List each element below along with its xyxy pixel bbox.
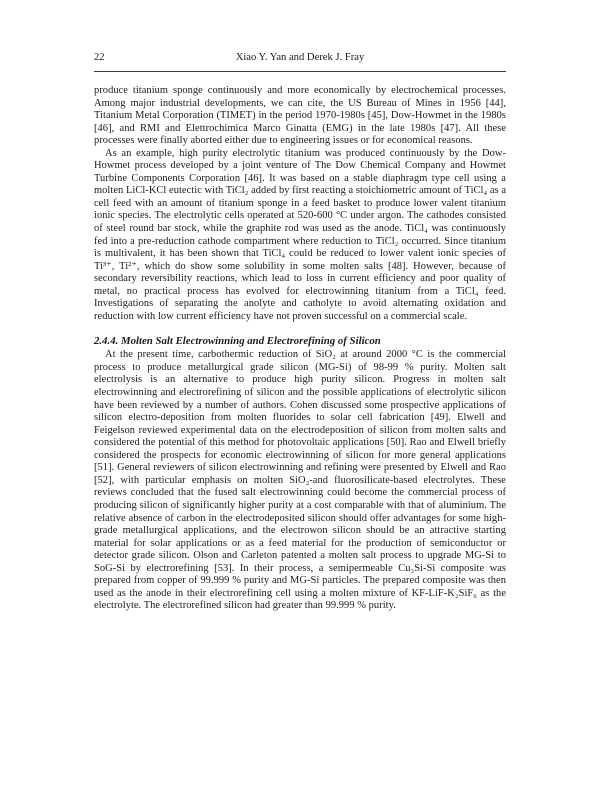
paragraph-titanium-industrial-history: produce titanium sponge continuously and more economically by electrochemical processes. Among major industrial developments, we can cite, the US Bureau of Mines in 1956 [44], Titanium Metal Corporation (TIMET) in the period 1970-1980s [45], Dow-Howmet in the 1980s [46], and RMI and Elettrochimica Marco Ginatta (EMG) in the late 1980s [47]. All these processes were finally aborted either due to engineering issues or for economical reasons.	[94, 85, 506, 147]
page-body	[94, 85, 506, 613]
paragraph-dow-howmet-process: As an example, high purity electrolytic titanium was produced continuously by the Dow-Howmet process developed by a joint venture of The Dow Chemical Company and Howmet Turbine Components Corporation [46]. It was based on a stable diaphragm type cell using a molten LiCl-KCl eutectic with TiCl₂ added by first reacting a stoichiometric amount of TiCl₄ as a cell feed with an amount of titanium sponge in a feed basket to produce lower valent titanium ionic species. The electrolytic cells operated at 520-600 °C under argon. The cathodes consisted of steel round bar stock, while the graphite rod was used as the anode. TiCl₄ was continuously fed into a pre-reduction cathode compartment where reduction to TiCl₂ occurred. Since titanium is multivalent, it has been shown that TiCl₄ could be reduced to lower valent ionic species of Ti³⁺, Ti²⁺, which do show some solubility in some molten salts [48]. However, because of secondary reversibility reactions, which lead to loss in current efficiency and poor quality of metal, no practical process has evolved for electrowinning titanium from a TiCl₄ feed. Investigations of separating the anolyte and catholyte to avoid alternating oxidation and reduction with low current efficiency have not proven successful on a commercial scale.	[94, 147, 506, 322]
page-content	[94, 52, 506, 613]
paragraph-silicon-electrowinning: At the present time, carbothermic reduction of SiO₂ at around 2000 °C is the commercial process to produce metallurgical grade silicon (MG-Si) of 98-99 % purity. Molten salt electrolysis is an alternative to produce high purity silicon. Progress in molten salt electrowinning and electrorefining of silicon and the possible applications of electrolytic silicon have been reviewed by a number of authors. Cohen discussed some prospective applications of silicon electro-deposition from molten fluorides to solar cell fabrication [49]. Elwell and Feigelson reviewed experimental data on the electrodeposition of silicon from molten salts and considered the potential of this method for photovoltaic applications [50]. Rao and Elwell briefly considered the prospects for economic electrowinning of silicon for more general applications [51]. General reviewers of silicon electrowinning and refining were presented by Elwell and Rao [52], with particular emphasis on molten SiO₂-and fluorosilicate-based electrolytes. These reviews concluded that the fused salt electrowinning could become the commercial process of producing silicon of significantly higher purity at a cost comparable with that of aluminium. The relative absence of carbon in the electrodeposited silicon should offer advantages for some high-grade metallurgical applications, and the electrowon silicon should be an attractive starting material for solar applications or as a feed material for the production of semiconductor or detector grade silicon. Olson and Carleton patented a molten salt process to upgrade MG-Si to SoG-Si by electrorefining [53]. In their process, a semipermeable Cu₃Si-Si composite was prepared from copper of 99.999 % purity and MG-Si particles. The prepared composite was then used as the anode in their electrorefining cell using a molten mixture of KF-LiF-K₂SiF₆ as the electrolyte. The electrorefined silicon had greater than 99.999 % purity.	[94, 349, 506, 612]
section-heading: 2.4.4. Molten Salt Electrowinning and Electrorefining of Silicon	[94, 335, 381, 348]
running-title: Xiao Y. Yan and Derek J. Fray	[235, 52, 365, 63]
page-number: 22	[94, 52, 105, 63]
page-header	[94, 52, 506, 72]
